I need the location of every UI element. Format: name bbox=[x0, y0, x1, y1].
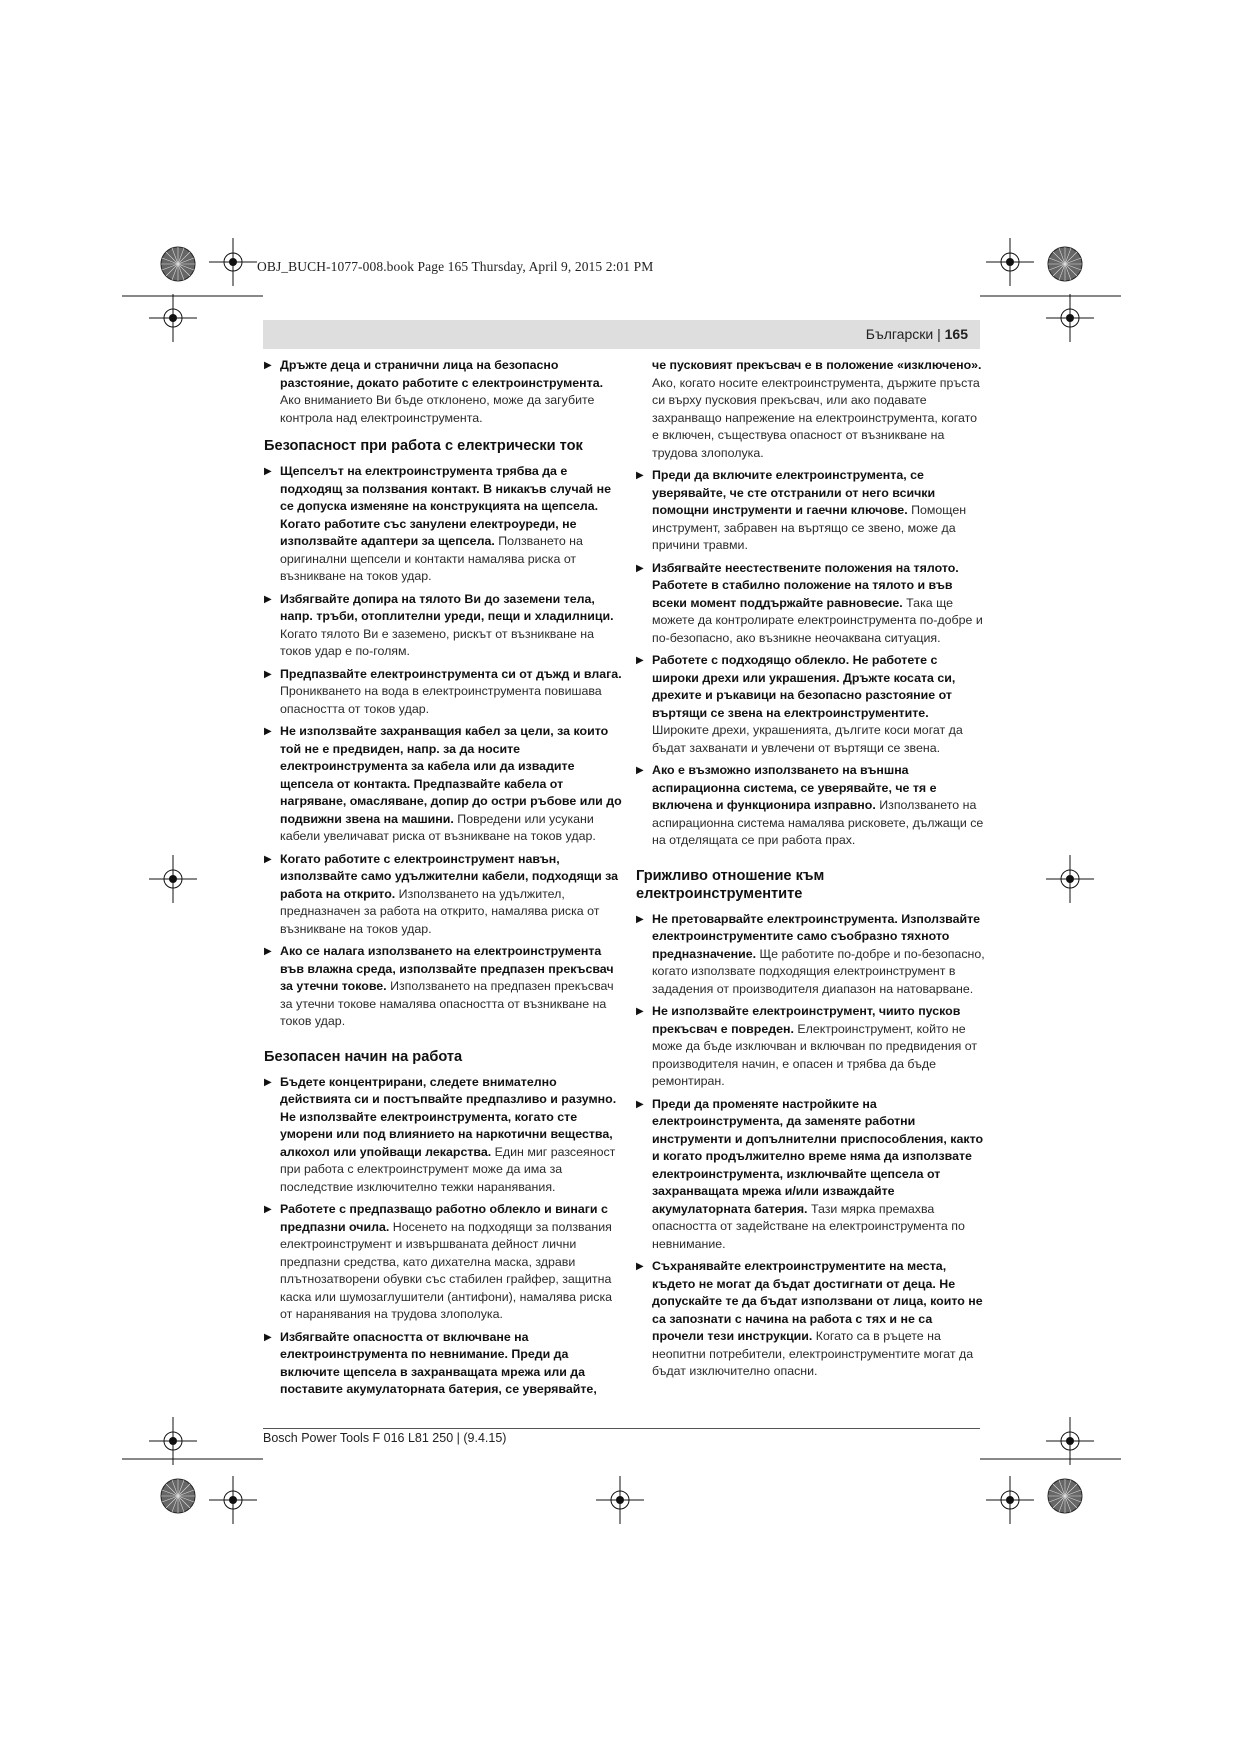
list-item: ▶ Щепселът на електроинструмента трябва да е подходящ за ползвания контакт. В никакъв случай не се допуска изменяне на конструкцията на щепсела. Когато работите със занулени електроуреди, не използвайте адаптери за щепсела. Ползването на оригинални щепсели и контакти намалява риска от възникване на токов удар. bbox=[264, 464, 611, 583]
bullet-triangle-icon: ▶ bbox=[264, 1204, 272, 1215]
bullet-triangle-icon: ▶ bbox=[636, 470, 644, 481]
list-item: ▶ Избягвайте опасността от включване на електроинструмента по невнимание. Преди да включите щепсела в захранващата мрежа или да поставите акумулаторната батерия, се уверявайте, bbox=[264, 1329, 597, 1396]
bullet-triangle-icon: ▶ bbox=[636, 765, 644, 776]
print-slug-line: OBJ_BUCH-1077-008.book Page 165 Thursday, April 9, 2015 2:01 PM bbox=[257, 259, 654, 274]
list-item: ▶ Работете с подходящо облекло. Не работете с широки дрехи или украшения. Дръжте косата си, дрехите и ръкавици на безопасно разстояние от въртящи се звена на електроинструментите. Широките дрехи, украшенията, дългите коси могат да бъдат захванати и увлечени от въртящи се звена. bbox=[636, 653, 963, 755]
list-item: ▶ Не използвайте електроинструмент, чиито пусков прекъсвач е повреден. Електроинструмент, който не може да бъде изключван и включван по предвидения от производителя начин, е опасен и трябва да бъде ремонтиран. bbox=[636, 1004, 978, 1088]
list-item: ▶ Бъдете концентрирани, следете внимателно действията си и постъпвайте предпазливо и разумно. Не използвайте електроинструмента, когато сте уморени или под влиянието на наркотични вещества, алкохол или упойващи лекарства. Един миг разсеяност при работа с електроинструмент може да има за последствие изключително тежки наранявания. bbox=[264, 1074, 617, 1194]
bullet-triangle-icon: ▶ bbox=[264, 1076, 272, 1088]
bullet-triangle-icon: ▶ bbox=[264, 668, 272, 680]
page-number: 165 bbox=[944, 326, 968, 342]
bullet-triangle-icon: ▶ bbox=[264, 1331, 272, 1343]
bullet-triangle-icon: ▶ bbox=[264, 726, 272, 737]
footer-rule bbox=[263, 1428, 980, 1429]
list-item: ▶ Ако се налага използването на електроинструмента във влажна среда, използвайте предпазен прекъсвач за утечни токове. Използването на предпазен прекъсвач за утечни токове намалява опасността от възникване на токов удар. bbox=[264, 944, 614, 1028]
list-item-continuation: че пусковият прекъсвач е в положение «изключено». Ако, когато носите електроинструмента, държите пръста си върху пусковия прекъсвач, или ако подавате захранващо напрежение на електроинструмента, когато е включен, съществува опасност от възникване на трудова злополука. bbox=[652, 358, 982, 460]
list-item: ▶ Избягвайте неестествените положения на тялото. Работете в стабилно положение на тялото и във всеки момент поддържайте равновесие. Така ще можете да контролирате електроинструмента по-добре и по-безопасно, ако възникне неочаквана ситуация. bbox=[636, 560, 983, 645]
bullet-triangle-icon: ▶ bbox=[636, 1006, 644, 1017]
bullet-triangle-icon: ▶ bbox=[636, 1261, 644, 1272]
header-language: Български bbox=[865, 326, 934, 342]
bullet-triangle-icon: ▶ bbox=[264, 593, 272, 605]
bullet-triangle-icon: ▶ bbox=[264, 360, 272, 371]
list-item: ▶ Избягвайте допира на тялото Ви до заземени тела, напр. тръби, отоплителни уреди, пещи и хладилници. Когато тялото Ви е заземено, рискът от възникване на токов удар е по-голям. bbox=[264, 591, 614, 658]
left-column bbox=[264, 357, 622, 1404]
footer-text: Bosch Power Tools F 016 L81 250 | (9.4.15) bbox=[263, 1431, 507, 1445]
right-column bbox=[636, 357, 986, 1386]
bullet-triangle-icon: ▶ bbox=[636, 655, 644, 666]
list-item: ▶ Не претоварвайте електроинструмента. Използвайте електроинструментите само съобразно тяхното предназначение. Ще работите по-добре и по-безопасно, когато използвате подходящия електроинструмент в зададения от производителя диапазон на натоварване. bbox=[636, 911, 985, 996]
bullet-triangle-icon: ▶ bbox=[636, 562, 644, 574]
bullet-triangle-icon: ▶ bbox=[264, 466, 272, 477]
section-heading: Грижливо отношение към електроинструментите bbox=[636, 867, 825, 902]
list-item: ▶ Предпазвайте електроинструмента си от дъжд и влага. Проникването на вода в електроинструмента повишава опасността от токов удар. bbox=[264, 666, 622, 716]
bullet-triangle-icon: ▶ bbox=[636, 913, 644, 925]
section-heading: Безопасен начин на работа bbox=[264, 1048, 463, 1065]
list-item: ▶ Не използвайте захранващия кабел за цели, за които той не е предвиден, напр. за да носите електроинструмента за кабела или да извадите щепсела от контакта. Предпазвайте кабела от нагряване, омасляване, допир до остри ръбове или до подвижни звена на машини. Повредени или усукани кабели увеличават риска от възникване на токов удар. bbox=[264, 724, 622, 843]
list-item: ▶ Съхранявайте електроинструментите на места, където не могат да бъдат достигнати от деца. Не допускайте те да бъдат използвани от лица, които не са запознати с начина на работа с тях и не са прочели тези инструкции. Когато са в ръцете на неопитни потребители, електроинструментите могат да бъдат изключително опасни. bbox=[636, 1259, 983, 1378]
header-language-page bbox=[866, 326, 968, 342]
list-item: ▶ Работете с предпазващо работно облекло и винаги с предпазни очила. Носенето на подходящи за ползвания електроинструмент и извършваната дейност лични предпазни средства, като дихателна маска, здрави плътнозатворени обувки със стабилен грайфер, защитна каска или шумозаглушители (антифони), намалява риска от наранявания на трудова злополука. bbox=[264, 1202, 613, 1321]
header-separator: | bbox=[937, 326, 941, 342]
bullet-triangle-icon: ▶ bbox=[264, 946, 272, 957]
list-item: ▶ Преди да променяте настройките на електроинструмента, да заменяте работни инструменти и допълнителни приспособления, както и когато продължително време няма да използвате електроинструмента, изключвайте щепсела от захранващата мрежа и/или изваждайте акумулаторната батерия. Тази мярка премахва опасността от задействане на електроинструмента по невнимание. bbox=[636, 1096, 984, 1251]
list-item: ▶ Когато работите с електроинструмент навън, използвайте само удължителни кабели, подходящи за работа на открито. Използването на удължител, предназначен за работа на открито, намалява риска от възникване на токов удар. bbox=[264, 851, 619, 936]
list-item: ▶ Ако е възможно използването на външна аспирационна система, се уверявайте, че тя е включена и функционира изправно. Използването на аспирационна система намалява рисковете, дължащи се на отделящата се при работа прах. bbox=[636, 763, 984, 847]
list-item: ▶ Преди да включите електроинструмента, се уверявайте, че сте отстранили от него всички помощни инструменти и гаечни ключове. Помощен инструмент, забравен на въртящо се звено, може да причини травми. bbox=[636, 468, 967, 552]
list-item: ▶ Дръжте деца и странични лица на безопасно разстояние, докато работите с електроинструмента. Ако вниманието Ви бъде отклонено, може да загубите контрола над електроинструмента. bbox=[264, 358, 604, 425]
section-heading: Безопасност при работа с електрически ток bbox=[264, 438, 583, 454]
bullet-triangle-icon: ▶ bbox=[636, 1098, 644, 1110]
bullet-triangle-icon: ▶ bbox=[264, 853, 272, 865]
running-header bbox=[263, 320, 980, 349]
